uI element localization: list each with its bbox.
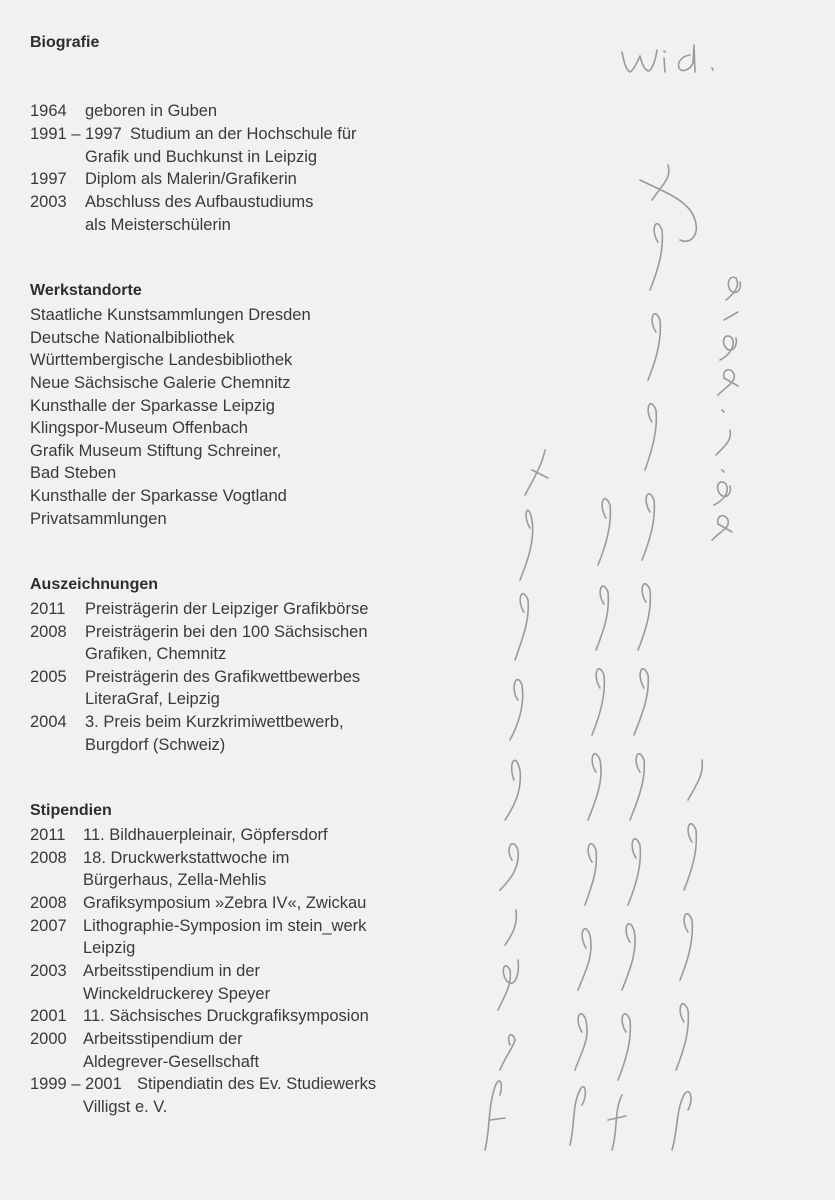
section-heading-biografie: Biografie bbox=[30, 34, 100, 51]
location-item: Neue Sächsische Galerie Chemnitz bbox=[30, 374, 291, 392]
handwritten-line-4 bbox=[640, 180, 702, 1150]
bio-text: Diplom als Malerin/Grafikerin bbox=[85, 170, 297, 188]
award-text: Grafiken, Chemnitz bbox=[85, 645, 227, 663]
grant-text: Winckeldruckerey Speyer bbox=[83, 985, 271, 1003]
location-item: Privatsammlungen bbox=[30, 510, 167, 528]
location-item: Klingspor-Museum Offenbach bbox=[30, 419, 248, 437]
location-item: Kunsthalle der Sparkasse Vogtland bbox=[30, 487, 287, 505]
award-text: LiteraGraf, Leipzig bbox=[85, 690, 220, 708]
section-heading-stipendien: Stipendien bbox=[30, 802, 112, 819]
location-item: Staatliche Kunstsammlungen Dresden bbox=[30, 306, 311, 324]
location-item: Deutsche Nationalbibliothek bbox=[30, 329, 235, 347]
location-item: Württembergische Landesbibliothek bbox=[30, 351, 293, 369]
location-item: Grafik Museum Stiftung Schreiner, bbox=[30, 442, 282, 460]
grant-text: Lithographie-Symposion im stein_werk bbox=[83, 917, 367, 935]
location-item: Kunsthalle der Sparkasse Leipzig bbox=[30, 397, 275, 415]
award-year: 2011 bbox=[30, 600, 66, 618]
grant-year: 2007 bbox=[30, 917, 67, 935]
bio-text: als Meisterschülerin bbox=[85, 216, 231, 234]
bio-year: 2003 bbox=[30, 193, 67, 211]
grant-year: 2008 bbox=[30, 894, 67, 912]
grant-year: 2001 bbox=[30, 1007, 67, 1025]
bio-text: Studium an der Hochschule für bbox=[130, 125, 357, 143]
award-text: Preisträgerin bei den 100 Sächsischen bbox=[85, 623, 368, 641]
handwritten-wid bbox=[622, 45, 713, 72]
grant-text: Arbeitsstipendium in der bbox=[83, 962, 261, 980]
handwritten-line-2 bbox=[570, 499, 610, 1145]
award-text: 3. Preis beim Kurzkrimiwettbewerb, bbox=[85, 713, 344, 731]
grant-year: 2008 bbox=[30, 849, 67, 867]
grant-text: 18. Druckwerkstattwoche im bbox=[83, 849, 290, 867]
grant-text: Grafiksymposium »Zebra IV«, Zwickau bbox=[83, 894, 367, 912]
location-item: Bad Steben bbox=[30, 464, 117, 482]
grant-text: Bürgerhaus, Zella-Mehlis bbox=[83, 871, 267, 889]
bio-text: Grafik und Buchkunst in Leipzig bbox=[85, 148, 318, 166]
bio-year: 1964 bbox=[30, 102, 67, 120]
award-year: 2004 bbox=[30, 713, 67, 731]
grant-text: Stipendiatin des Ev. Studiewerks bbox=[137, 1075, 377, 1093]
grant-text: Leipzig bbox=[83, 939, 136, 957]
grant-year: 1999 – 2001 bbox=[30, 1075, 122, 1093]
bio-text: Abschluss des Aufbaustudiums bbox=[85, 193, 314, 211]
award-text: Preisträgerin des Grafikwettbewerbes bbox=[85, 668, 361, 686]
grant-text: Arbeitsstipendium der bbox=[83, 1030, 243, 1048]
bio-text: geboren in Guben bbox=[85, 102, 218, 120]
award-text: Preisträgerin der Leipziger Grafikbörse bbox=[85, 600, 369, 618]
bio-year: 1991 – 1997 bbox=[30, 125, 122, 143]
award-year: 2008 bbox=[30, 623, 67, 641]
grant-text: 11. Bildhauerpleinair, Göpfersdorf bbox=[83, 826, 328, 844]
section-heading-werkstandorte: Werkstandorte bbox=[30, 282, 142, 299]
grant-year: 2000 bbox=[30, 1030, 67, 1048]
handwritten-line-3 bbox=[608, 165, 669, 1150]
grant-text: 11. Sächsisches Druckgrafiksymposion bbox=[83, 1007, 369, 1025]
grant-year: 2011 bbox=[30, 826, 66, 844]
grant-text: Villigst e. V. bbox=[83, 1098, 168, 1116]
grant-text: Aldegrever-Gesellschaft bbox=[83, 1053, 260, 1071]
handwritten-date bbox=[712, 277, 740, 540]
handwritten-line-1 bbox=[485, 450, 548, 1150]
award-year: 2005 bbox=[30, 668, 67, 686]
bio-year: 1997 bbox=[30, 170, 67, 188]
section-heading-auszeichnungen: Auszeichnungen bbox=[30, 576, 159, 593]
grant-year: 2003 bbox=[30, 962, 67, 980]
award-text: Burgdorf (Schweiz) bbox=[85, 736, 226, 754]
